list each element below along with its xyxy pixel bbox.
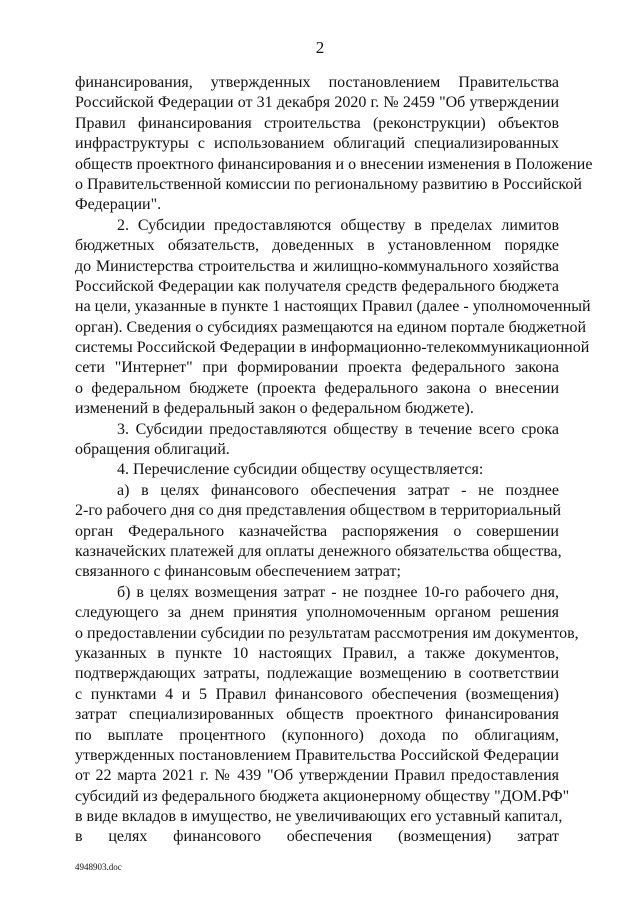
text-line: Федерации".	[75, 196, 162, 214]
text-line: о Правительственной комиссии по региональному развитию в Российской	[75, 175, 582, 193]
text-line: б) в целях возмещения затрат - не позднее 10-го рабочего дня,	[117, 583, 559, 601]
document-body	[75, 73, 593, 848]
text-line: следующего за днем принятия уполномоченным органом решения	[75, 604, 559, 622]
text-line: 4. Перечисление субсидии обществу осуществляется:	[117, 461, 484, 479]
document-file-code: 4948903.doc	[75, 862, 122, 872]
paragraph	[75, 583, 579, 848]
text-line: 2-го рабочего дня со дня представления обществом в территориальный	[75, 502, 562, 520]
text-line: подтверждающих затраты, подлежащие возмещению в соответствии	[75, 665, 559, 683]
paragraph	[75, 73, 593, 216]
text-line: на цели, указанные в пункте 1 настоящих Правил (далее - уполномоченный	[75, 298, 591, 316]
text-line: о федеральном бюджете (проекта федерального закона о внесении	[75, 379, 559, 397]
text-line: о предоставлении субсидии по результатам рассмотрения им документов,	[75, 624, 579, 642]
text-line: сети "Интернет" при формировании проекта федерального закона	[75, 359, 559, 377]
text-line: в виде вкладов в имущество, не увеличивающих его уставный капитал,	[75, 808, 563, 826]
text-line: обращения облигаций.	[75, 441, 230, 459]
text-line: 3. Субсидии предоставляются обществу в течение всего срока	[117, 420, 559, 438]
paragraph	[75, 481, 562, 583]
text-line: системы Российской Федерации в информационно-телекоммуникационной	[75, 339, 590, 357]
text-line: по выплате процентного (купонного) дохода по облигациям,	[75, 726, 559, 744]
paragraph	[75, 460, 559, 480]
text-line: от 22 марта 2021 г. № 439 "Об утверждении Правил предоставления	[75, 767, 559, 785]
text-line: Российской Федерации от 31 декабря 2020 г. № 2459 "Об утверждении	[75, 94, 559, 112]
text-line: 2. Субсидии предоставляются обществу в пределах лимитов	[117, 216, 559, 234]
text-line: а) в целях финансового обеспечения затрат - не позднее	[117, 481, 559, 499]
text-line: до Министерства строительства и жилищно-коммунального хозяйства	[75, 257, 559, 275]
text-line: Правил финансирования строительства (реконструкции) объектов	[75, 114, 559, 132]
text-line: орган). Сведения о субсидиях размещаются на едином портале бюджетной	[75, 318, 587, 336]
text-line: инфраструктуры с использованием облигаций специализированных	[75, 135, 559, 153]
text-line: в целях финансового обеспечения (возмещения) затрат	[75, 828, 559, 846]
text-line: с пунктами 4 и 5 Правил финансового обеспечения (возмещения)	[75, 685, 559, 703]
text-line: Российской Федерации как получателя средств федерального бюджета	[75, 277, 559, 295]
text-line: затрат специализированных обществ проектного финансирования	[75, 706, 559, 724]
text-line: изменений в федеральный закон о федеральном бюджете).	[75, 400, 474, 418]
text-line: финансирования, утвержденных постановлением Правительства	[75, 74, 559, 91]
text-line: связанного с финансовым обеспечением затрат;	[75, 563, 401, 581]
text-line: утвержденных постановлением Правительства Российской Федерации	[75, 746, 559, 764]
text-line: субсидий из федерального бюджета акционерному обществу "ДОМ.РФ"	[75, 787, 570, 805]
text-line: казначейских платежей для оплаты денежного обязательства общества,	[75, 542, 562, 560]
text-line: бюджетных обязательств, доведенных в установленном порядке	[75, 237, 559, 255]
text-line: орган Федерального казначейства распоряжения о совершении	[75, 522, 559, 540]
text-line: обществ проектного финансирования и о внесении изменения в Положение	[75, 155, 593, 173]
paragraph	[75, 420, 559, 461]
paragraph	[75, 216, 591, 420]
text-line: указанных в пункте 10 настоящих Правил, а также документов,	[75, 644, 559, 662]
page-number: 2	[315, 38, 325, 57]
